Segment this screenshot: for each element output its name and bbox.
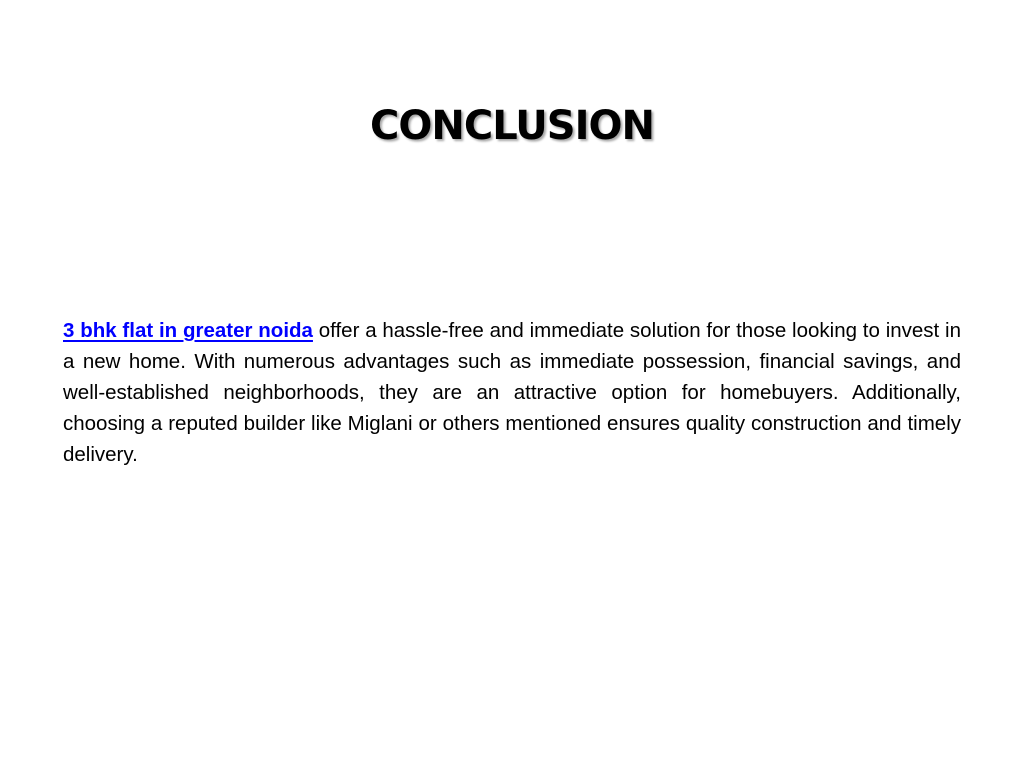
paragraph-body: offer a hassle-free and immediate solution for those looking to invest in a new home. With numerous advantages such as immediate possession, financial savings, and well-established neighborhoods, they are an attractive option for homebuyers. Additionally, choosing a reputed builder like Miglani or others mentioned ensures quality construction and timely delivery. xyxy=(63,319,961,466)
conclusion-paragraph xyxy=(63,315,961,470)
flat-link[interactable]: 3 bhk flat in greater noida xyxy=(63,319,313,342)
slide-title: CONCLUSION xyxy=(370,103,654,149)
